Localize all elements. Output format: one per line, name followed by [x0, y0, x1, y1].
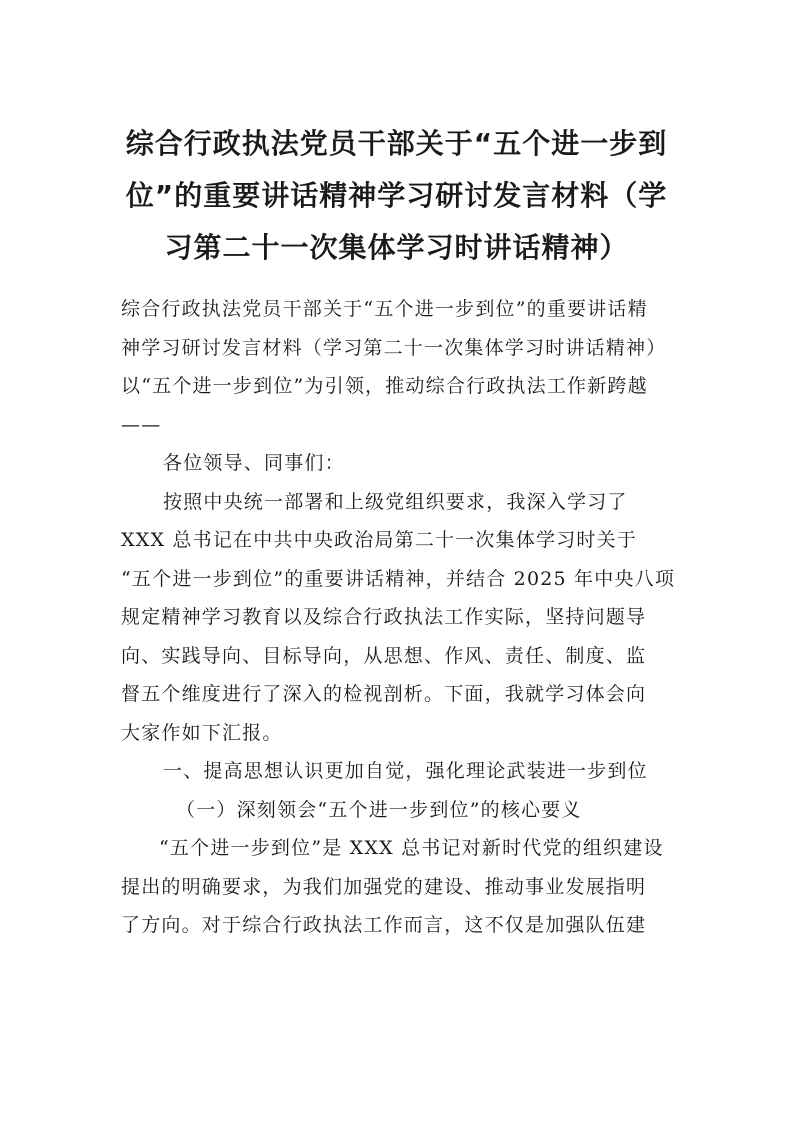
- paragraph-2-line-2: 提出的明确要求，为我们加强党的建设、推动事业发展指明: [121, 875, 647, 898]
- subtitle-line-2: 神学习研讨发言材料（学习第二十一次集体学习时讲话精神）: [121, 336, 667, 359]
- paragraph-1-line-6: 督五个维度进行了深入的检视剖析。下面，我就学习体会向: [121, 683, 647, 705]
- paragraph-1-line-4: 规定精神学习教育以及综合行政执法工作实际，坚持问题导: [121, 606, 647, 628]
- paragraph-1-line-5: 向、实践导向、目标导向，从思想、作风、责任、制度、监: [121, 644, 647, 667]
- document-body: [121, 290, 677, 945]
- title-line-3: 习第二十一次集体学习时讲话精神）: [164, 231, 629, 264]
- paragraph-1-line-3: “五个进一步到位”的重要讲话精神，并结合 2025 年中央八项: [121, 567, 676, 590]
- subsection-heading-1: （一）深刻领会“五个进一步到位”的核心要义: [176, 798, 582, 821]
- paragraph-1-line-7: 大家作如下汇报。: [121, 721, 283, 744]
- paragraph-2-line-3: 了方向。对于综合行政执法工作而言，这不仅是加强队伍建: [121, 914, 647, 936]
- subtitle-line-1: 综合行政执法党员干部关于“五个进一步到位”的重要讲话精: [121, 298, 648, 320]
- salutation: 各位领导、同事们：: [163, 452, 345, 474]
- title-line-1: 综合行政执法党员干部关于“五个进一步到: [125, 127, 668, 160]
- subtitle-line-3: 以“五个进一步到位”为引领，推动综合行政执法工作新跨越: [121, 375, 648, 397]
- paragraph-1-line-2: XXX 总书记在中共中央政治局第二十一次集体学习时关于: [121, 529, 638, 551]
- subtitle-dash: ——: [121, 413, 162, 436]
- title-line-2: 位”的重要讲话精神学习研讨发言材料（学: [125, 179, 668, 212]
- document-title: [100, 118, 693, 274]
- section-heading-1: 一、提高思想认识更加自觉，强化理论武装进一步到位: [163, 760, 648, 782]
- paragraph-2-line-1: “五个进一步到位”是 XXX 总书记对新时代党的组织建设: [159, 837, 664, 859]
- paragraph-1-line-1: 按照中央统一部署和上级党组织要求，我深入学习了: [163, 490, 628, 513]
